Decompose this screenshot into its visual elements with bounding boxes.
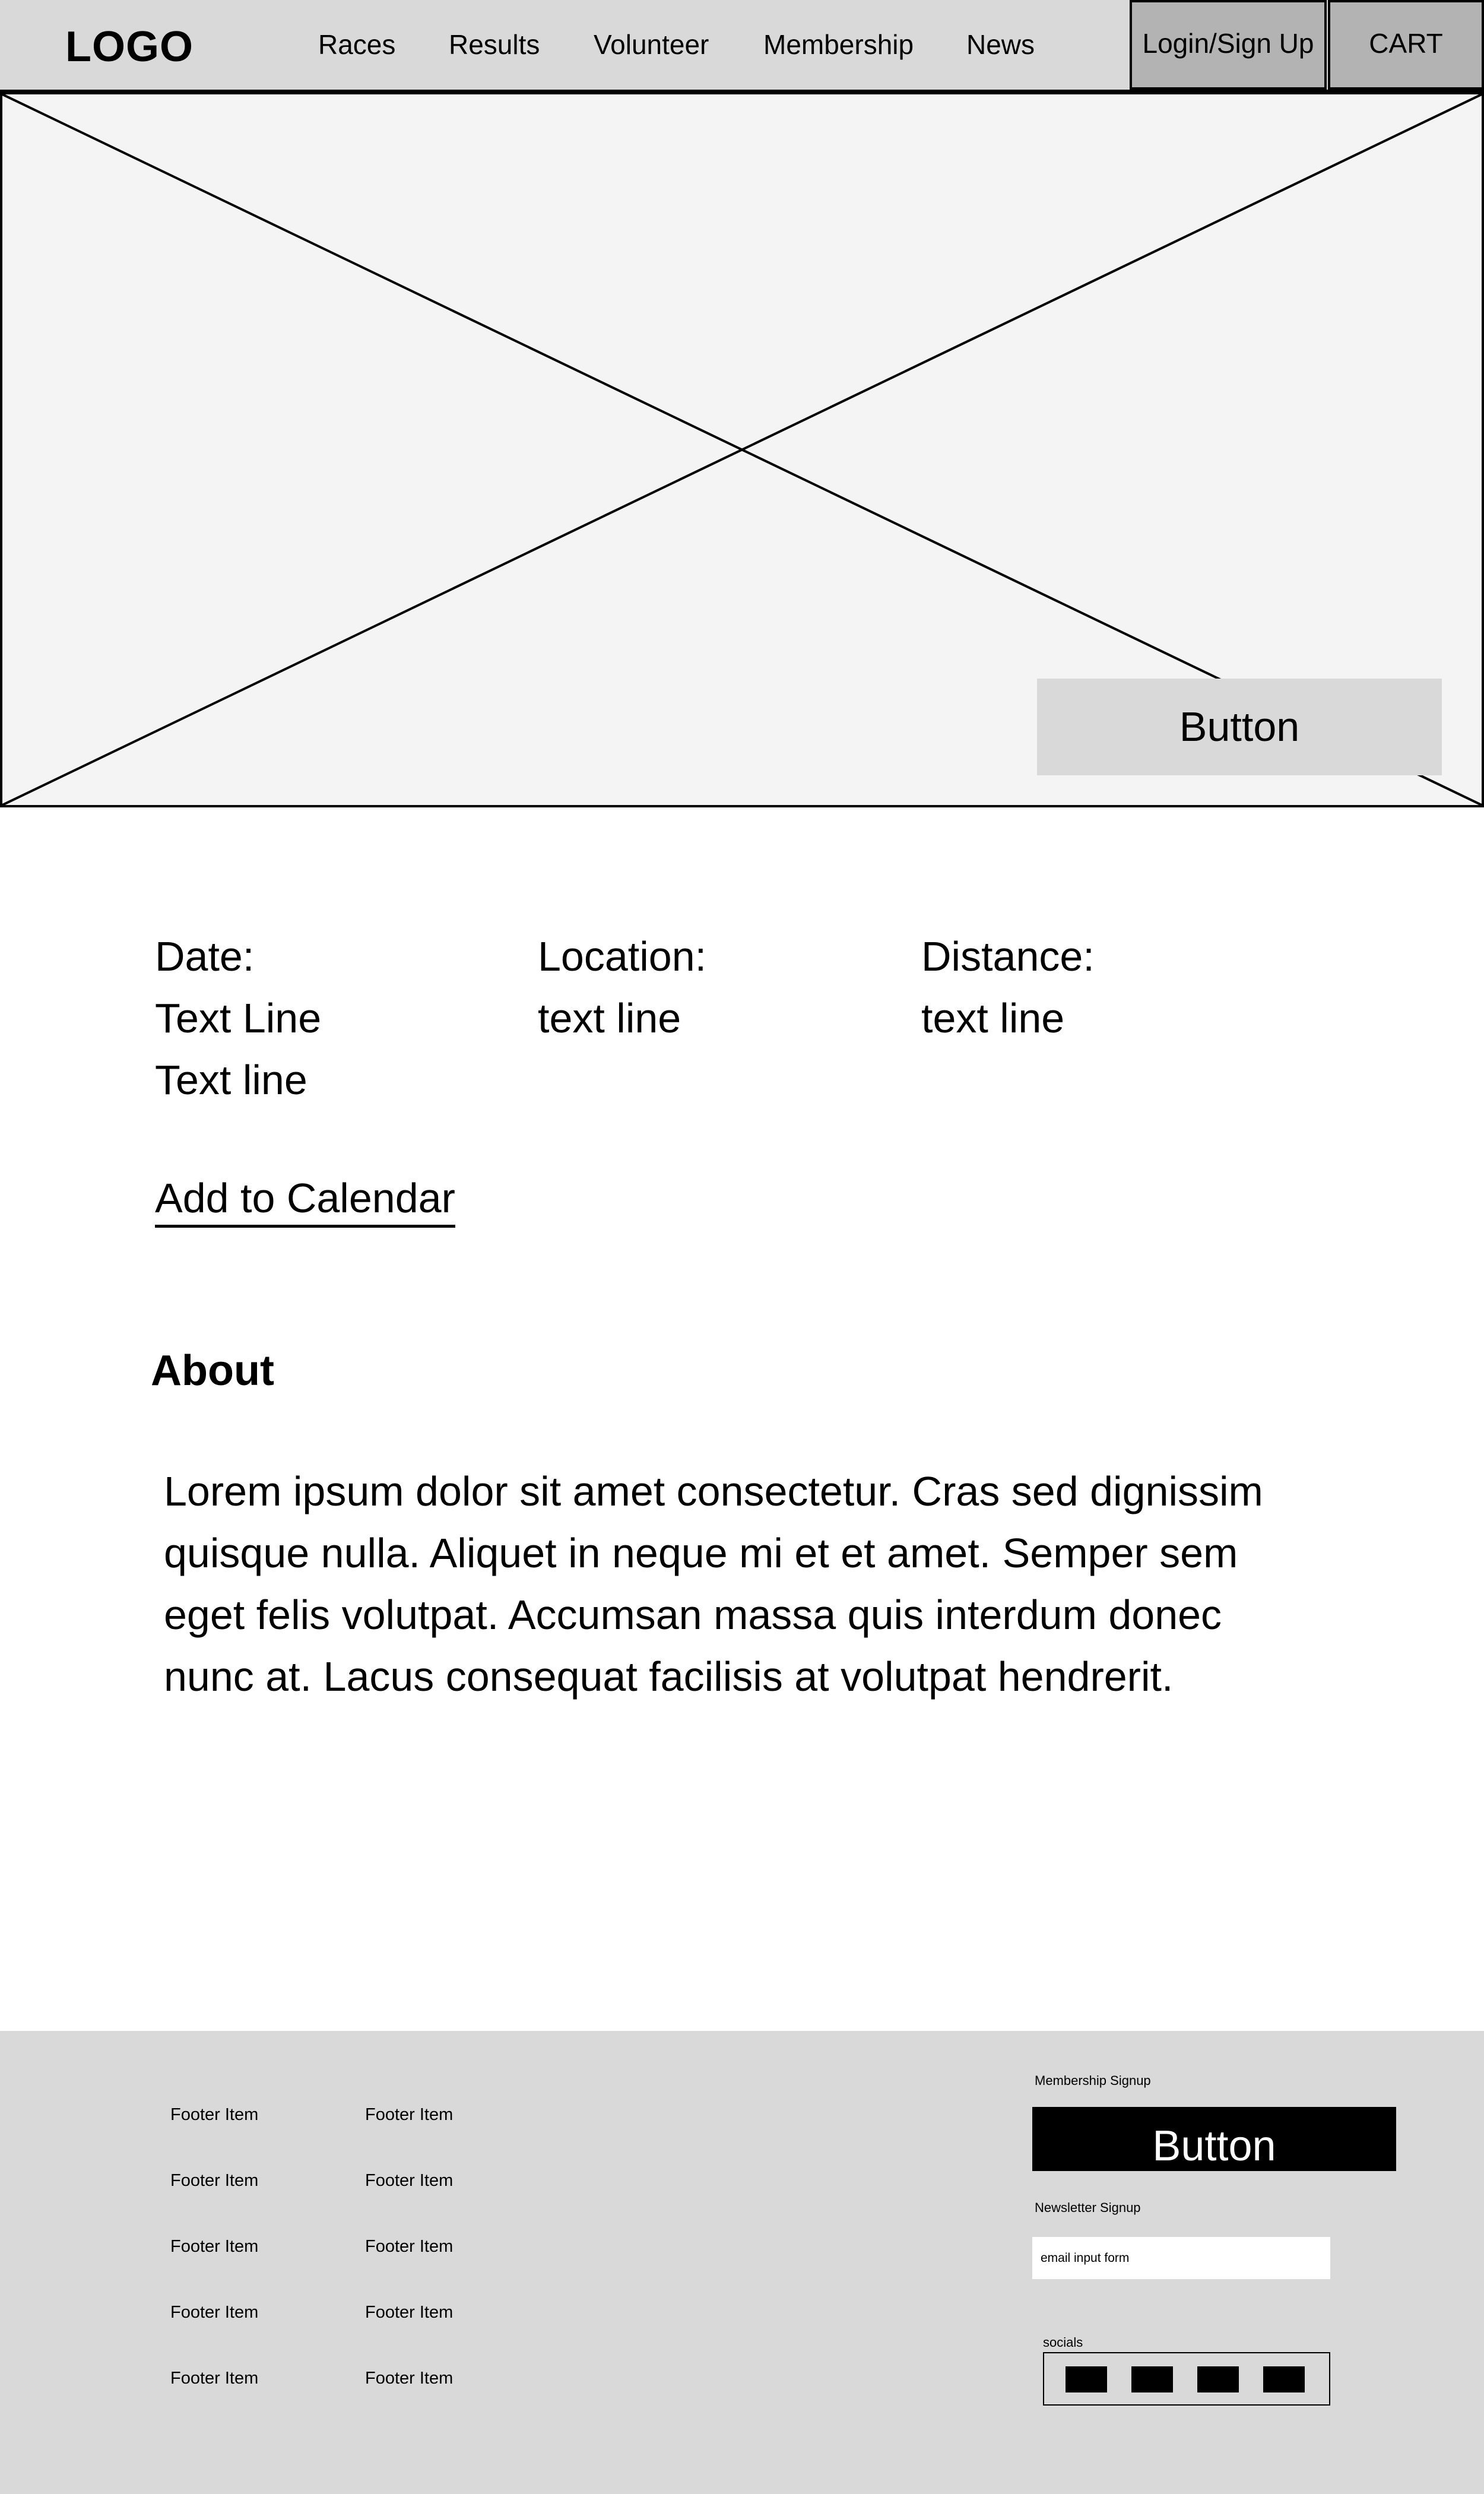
nav-results[interactable]: Results	[449, 29, 540, 60]
nav-membership[interactable]: Membership	[763, 29, 914, 60]
footer-item[interactable]: Footer Item	[170, 2369, 259, 2388]
distance-line-1: text line	[921, 995, 1065, 1041]
cart-button[interactable]: CART	[1328, 0, 1484, 90]
logo[interactable]: LOGO	[65, 23, 194, 71]
footer-item[interactable]: Footer Item	[365, 2105, 454, 2124]
nav-volunteer[interactable]: Volunteer	[594, 29, 709, 60]
footer-item[interactable]: Footer Item	[365, 2303, 454, 2322]
about-heading: About	[151, 1347, 274, 1395]
newsletter-signup-label: Newsletter Signup	[1035, 2200, 1141, 2215]
footer-item[interactable]: Footer Item	[170, 2237, 259, 2256]
footer-item[interactable]: Footer Item	[170, 2303, 259, 2322]
membership-signup-button[interactable]: Button	[1032, 2107, 1396, 2171]
footer-item[interactable]: Footer Item	[365, 2369, 454, 2388]
footer-item[interactable]: Footer Item	[170, 2105, 259, 2124]
nav-news[interactable]: News	[966, 29, 1035, 60]
footer-item[interactable]: Footer Item	[170, 2171, 259, 2190]
location-label: Location:	[538, 933, 707, 980]
membership-signup-label: Membership Signup	[1035, 2073, 1151, 2088]
add-to-calendar-link[interactable]: Add to Calendar	[155, 1171, 455, 1228]
social-icon-4[interactable]	[1263, 2366, 1305, 2392]
social-icon-1[interactable]	[1066, 2366, 1107, 2392]
footer-item[interactable]: Footer Item	[365, 2171, 454, 2190]
social-icon-3[interactable]	[1197, 2366, 1239, 2392]
nav-races[interactable]: Races	[318, 29, 396, 60]
date-label: Date:	[155, 933, 255, 980]
date-line-1: Text Line	[155, 995, 322, 1041]
footer-item[interactable]: Footer Item	[365, 2237, 454, 2256]
socials-label: socials	[1043, 2335, 1083, 2350]
hero-button[interactable]: Button	[1037, 679, 1442, 775]
date-line-2: Text line	[155, 1057, 307, 1103]
location-line-1: text line	[538, 995, 681, 1041]
distance-label: Distance:	[921, 933, 1095, 980]
about-body: Lorem ipsum dolor sit amet consectetur. Cras sed dignissim quisque nulla. Aliquet in neque mi et et amet. Semper sem eget felis volutpat. Accumsan massa quis interdum donec nunc at. Lacus consequat facilisis at volutpat hendrerit.	[164, 1468, 1263, 1700]
login-signup-button[interactable]: Login/Sign Up	[1130, 0, 1327, 90]
social-icon-2[interactable]	[1131, 2366, 1173, 2392]
email-input[interactable]	[1032, 2237, 1330, 2279]
